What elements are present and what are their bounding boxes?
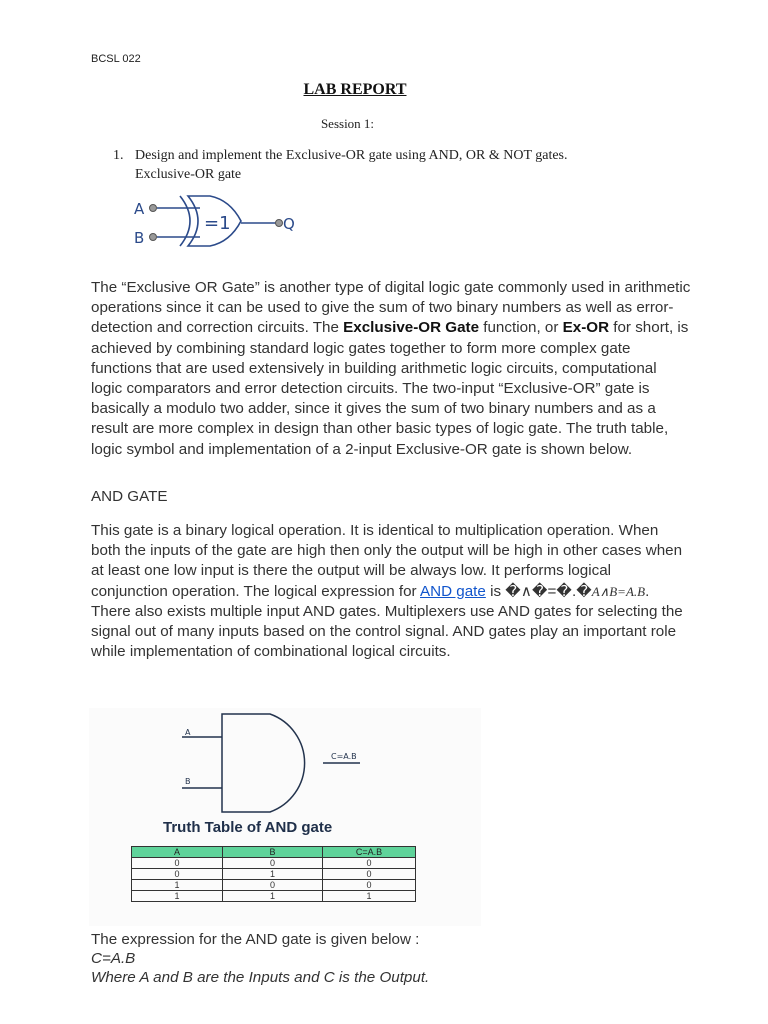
table-cell: 1 <box>323 891 416 902</box>
truth-table-title: Truth Table of AND gate <box>163 819 333 836</box>
xor-input-b-node <box>150 234 157 241</box>
truth-table-header <box>132 847 416 858</box>
table-cell: 1 <box>223 869 323 880</box>
xor-text-2: function, or <box>479 319 563 337</box>
table-cell: 0 <box>323 869 416 880</box>
and-text-2: is <box>485 582 506 600</box>
and-text-3: . There also exists multiple input AND gates. Multiplexers use AND gates for selecting the signal out of many inputs based on the control signal. AND gates play an important role while implementation of combinational logical circuits. <box>91 582 683 661</box>
and-gate-link[interactable]: AND gate <box>420 582 486 600</box>
course-code: BCSL 022 <box>91 53 141 65</box>
and-expression-intro: The expression for the AND gate is given below : <box>91 931 420 948</box>
and-gate-body <box>222 714 305 812</box>
table-cell: 0 <box>323 858 416 869</box>
header-cell: C=A.B <box>323 847 416 858</box>
xor-label-a: A <box>134 200 145 218</box>
xor-bold-2: Ex-OR <box>562 319 610 337</box>
and-expression-explanation: Where A and B are the Inputs and C is the Output. <box>91 969 430 986</box>
xor-gate-diagram <box>128 190 308 252</box>
xor-output-node <box>276 220 283 227</box>
xor-text-1: The “Exclusive OR Gate” is another type of digital logic gate commonly used in arithmetic operations since it can be used to give the sum of two binary numbers as well as error-detection and correction circuits. The <box>91 279 691 337</box>
and-text-1: This gate is a binary logical operation. It is identical to multiplication operation. When both the inputs of the gate are high then only the output will be high in other cases when at least one low input is there the output will be always low. It performs logical conjunction operation. The logical expression for <box>91 522 683 600</box>
header-cell: B <box>223 847 323 858</box>
and-garbled-expression: �∧�=�.� <box>505 582 592 600</box>
xor-text-3: for short, is achieved by combining standard logic gates together to form more complex gate functions that are used extensively in building arithmetic logic circuits, computational logic comparators and error detection circuits. The two-input “Exclusive-OR” gate is basically a modulo two adder, since it gives the sum of two binary numbers and as a result are more complex in design than other basic types of logic gate. The truth table, logic symbol and implementation of a 2-input Exclusive-OR gate is shown below. <box>91 319 689 458</box>
task-number: 1. <box>113 148 124 163</box>
header-cell: A <box>132 847 223 858</box>
table-cell: 0 <box>223 858 323 869</box>
table-cell: 0 <box>223 880 323 891</box>
xor-bold-1: Exclusive-OR Gate <box>343 319 480 337</box>
table-cell: 1 <box>223 891 323 902</box>
and-label-b: B <box>185 777 191 786</box>
xor-input-a-node <box>150 205 157 212</box>
table-row <box>132 880 416 891</box>
and-gate-diagram <box>180 708 380 818</box>
table-cell: 0 <box>323 880 416 891</box>
xor-description <box>91 278 691 460</box>
and-expression: C=A.B <box>91 950 136 967</box>
and-description <box>91 521 691 662</box>
task-line-1: Design and implement the Exclusive-OR gate using AND, OR & NOT gates. <box>135 148 568 163</box>
truth-table <box>131 846 416 902</box>
and-formula: A∧B=A.B <box>591 583 646 599</box>
and-label-a: A <box>185 728 191 737</box>
page-title: LAB REPORT <box>303 81 407 98</box>
and-label-output: C=A.B <box>331 752 357 761</box>
table-cell: 0 <box>132 858 223 869</box>
session-label: Session 1: <box>320 116 375 131</box>
table-cell: 1 <box>132 880 223 891</box>
table-row <box>132 869 416 880</box>
table-cell: 0 <box>132 869 223 880</box>
xor-label-q: Q <box>283 215 295 233</box>
task-line-2: Exclusive-OR gate <box>135 167 242 182</box>
xor-gate-label: =1 <box>204 213 231 234</box>
xor-extra-curve <box>180 196 190 246</box>
and-gate-heading: AND GATE <box>91 488 168 505</box>
table-cell: 1 <box>132 891 223 902</box>
table-row <box>132 891 416 902</box>
xor-label-b: B <box>134 229 145 247</box>
task-text <box>135 146 695 184</box>
table-row <box>132 858 416 869</box>
